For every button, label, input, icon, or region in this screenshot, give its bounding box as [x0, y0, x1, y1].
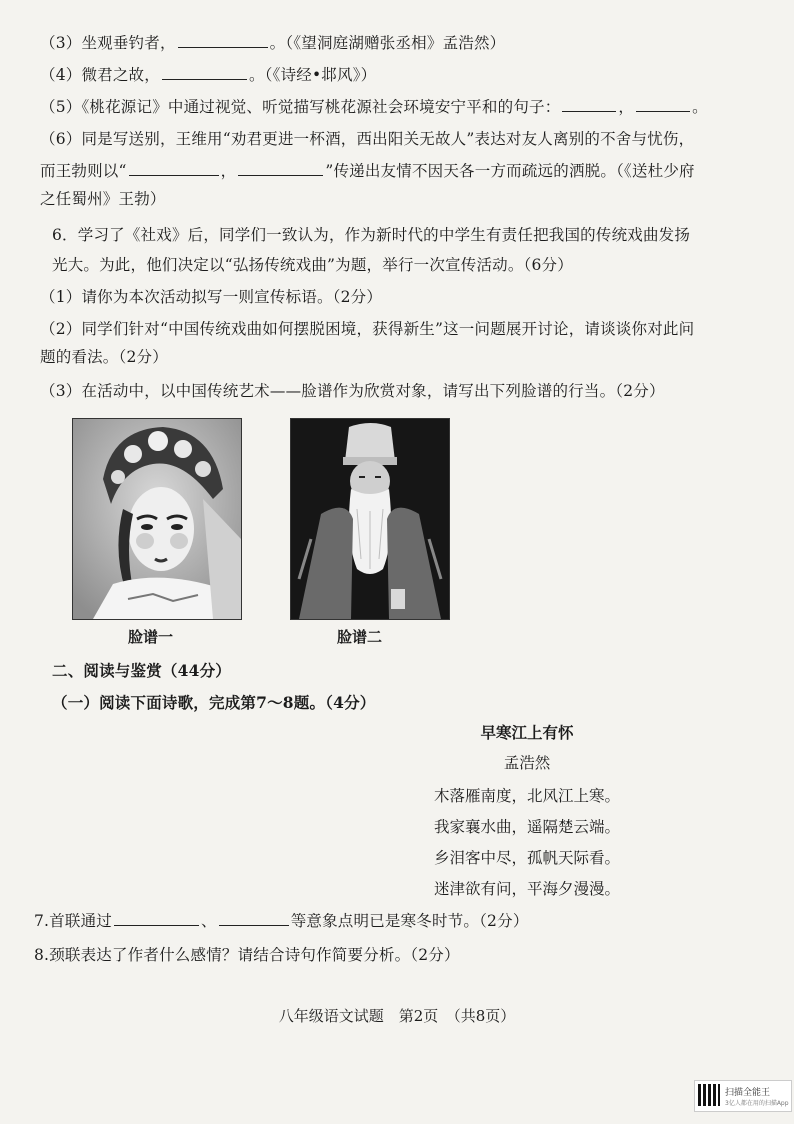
answer-blank[interactable]	[562, 96, 616, 112]
q5-item5	[40, 96, 708, 118]
scanner-watermark	[694, 1080, 792, 1112]
answer-blank[interactable]	[129, 160, 219, 176]
qr-code-icon	[698, 1084, 720, 1106]
q5-item4-prefix: （4）微君之故，	[40, 66, 160, 84]
answer-blank[interactable]	[162, 64, 247, 80]
opera-mask-photo-2	[290, 418, 450, 620]
q5-item5-sep: ，	[618, 98, 635, 116]
q5-item3-suffix: 。（《望洞庭湖赠张丞相》孟浩然）	[269, 34, 506, 52]
poem-line: 木落雁南度，北风江上寒。	[433, 787, 620, 805]
q5-item6-line2	[40, 160, 695, 182]
bleed-through-text	[420, 300, 434, 320]
q5-item3-prefix: （3）坐观垂钓者，	[40, 34, 176, 52]
q5-item6-line3: 之任蜀州》王勃）	[40, 190, 166, 208]
q7-suffix: 等意象点明已是寒冬时节。（2分）	[290, 912, 529, 930]
poem-author: 孟浩然	[503, 754, 551, 772]
q6-stem-line2: 光大。为此，他们决定以“弘扬传统戏曲”为题，举行一次宣传活动。（6分）	[52, 256, 573, 274]
section2-heading: 二、阅读与鉴赏（44分）	[52, 661, 231, 680]
q5-item6-line2-sep: ，	[220, 162, 237, 180]
q5-item6-line1: （6）同是写送别，王维用“劝君更进一杯酒，西出阳关无故人”表达对友人离别的不舍与忧伤，	[40, 130, 695, 148]
poem-line: 我家襄水曲，遥隔楚云端。	[433, 818, 620, 836]
laosheng-role-illustration	[291, 419, 449, 619]
q5-item5-prefix: （5）《桃花源记》中通过视觉、听觉描写桃花源社会环境安宁平和的句子：	[40, 98, 561, 116]
answer-blank[interactable]	[636, 96, 690, 112]
section2-part1-instruction: （一）阅读下面诗歌，完成第7～8题。（4分）	[52, 693, 376, 712]
poem-line: 乡泪客中尽，孤帆天际看。	[433, 849, 620, 867]
answer-blank[interactable]	[238, 160, 323, 176]
photo-1-caption: 脸谱一	[128, 628, 174, 646]
q7	[34, 910, 529, 932]
answer-blank[interactable]	[114, 910, 199, 926]
q8: 8.颈联表达了作者什么感情？请结合诗句作简要分析。（2分）	[34, 946, 460, 964]
q7-sep: 、	[201, 912, 217, 930]
q6-sub1: （1）请你为本次活动拟写一则宣传标语。（2分）	[40, 288, 383, 306]
q7-prefix: 7.首联通过	[34, 912, 112, 930]
q5-item6-line2-prefix: 而王勃则以“	[40, 162, 127, 180]
page-footer: 八年级语文试题 第2页 （共8页）	[278, 1007, 516, 1025]
dan-role-illustration	[73, 419, 241, 619]
poem-line: 迷津欲有问，平海夕漫漫。	[433, 880, 620, 898]
q5-item3	[40, 32, 505, 54]
answer-blank[interactable]	[178, 32, 268, 48]
q5-item4	[40, 64, 376, 86]
q6-sub3: （3）在活动中，以中国传统艺术——脸谱作为欣赏对象，请写出下列脸谱的行当。（2分）	[40, 382, 665, 400]
q6-stem-line1: 6．学习了《社戏》后，同学们一致认为，作为新时代的中学生有责任把我国的传统戏曲发扬	[52, 226, 691, 244]
poem-title: 早寒江上有怀	[480, 723, 574, 742]
opera-mask-photo-1	[72, 418, 242, 620]
q6-sub2-line2: 题的看法。（2分）	[40, 348, 168, 366]
photo-2-caption: 脸谱二	[337, 628, 383, 646]
q5-item6-line2-suffix: ”传递出友情不因天各一方而疏远的洒脱。（《送杜少府	[325, 162, 695, 180]
q6-sub2-line1: （2）同学们针对“中国传统戏曲如何摆脱困境，获得新生”这一问题展开讨论，请谈谈你对此问	[40, 320, 695, 338]
scanner-app-label: 扫描全能王	[725, 1088, 771, 1098]
q5-item4-suffix: 。（《诗经•邶风》）	[248, 66, 377, 84]
answer-blank[interactable]	[219, 910, 289, 926]
scanner-app-sub: 3亿人都在用的扫描App	[725, 1100, 789, 1107]
q5-item5-suffix: 。	[692, 98, 708, 116]
